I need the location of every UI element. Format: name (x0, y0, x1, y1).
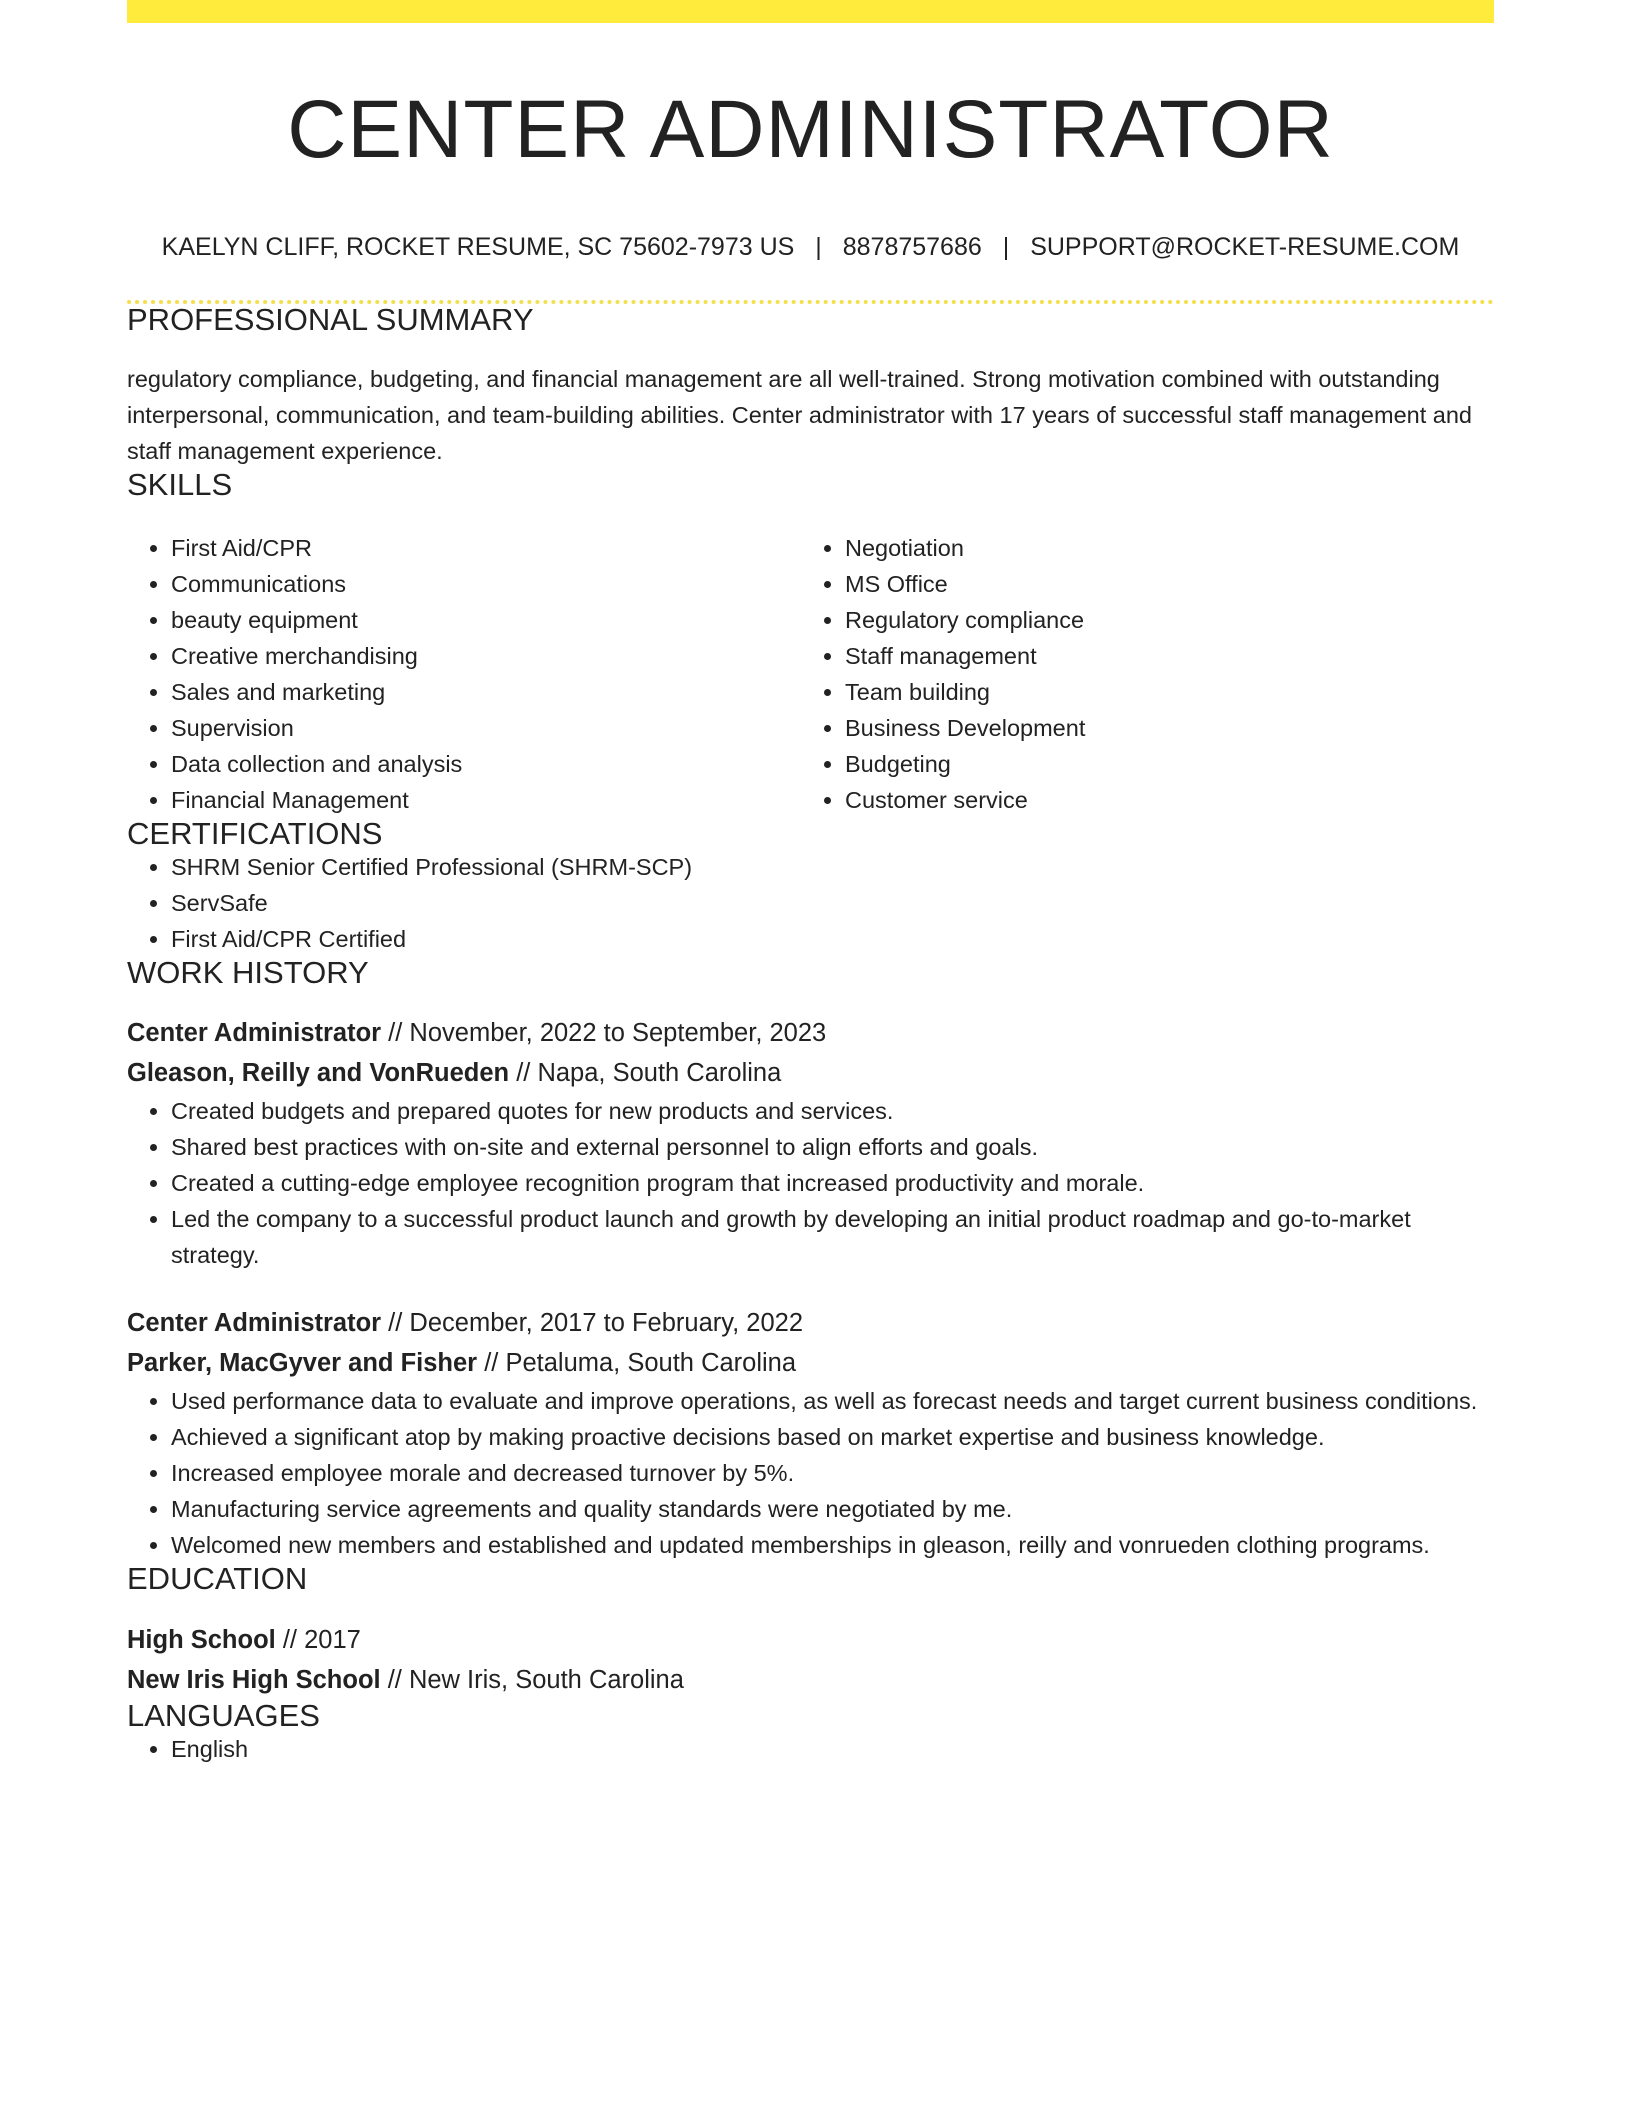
job-location: // Petaluma, South Carolina (477, 1349, 797, 1377)
job-company-line (127, 1053, 1494, 1093)
languages-heading: LANGUAGES (127, 1698, 320, 1733)
job-duties-list (127, 1093, 1494, 1273)
contact-email: SUPPORT@ROCKET-RESUME.COM (1030, 233, 1460, 261)
skills-list-right (801, 530, 1475, 818)
job-company-line (127, 1343, 1494, 1383)
language-item: • English (171, 1731, 1494, 1767)
skill-item: • Staff management (845, 638, 1475, 674)
education-heading: EDUCATION (127, 1561, 308, 1596)
skill-item: • Financial Management (171, 782, 801, 818)
contact-phone: 8878757686 (842, 233, 982, 261)
languages-list (127, 1731, 1494, 1767)
skill-item: • Budgeting (845, 746, 1475, 782)
skill-item: • Team building (845, 674, 1475, 710)
skills-column-left (127, 530, 801, 818)
resume-content (127, 0, 1494, 1767)
job-duty-item: • Welcomed new members and established and updated memberships in gleason, reilly and vonrueden clothing programs. (171, 1527, 1494, 1563)
certification-item: • SHRM Senior Certified Professional (SHRM-SCP) (171, 849, 1494, 885)
resume-title: CENTER ADMINISTRATOR (287, 84, 1334, 175)
contact-separator: | (1002, 233, 1010, 261)
skill-item: • beauty equipment (171, 602, 801, 638)
skill-item: • Communications (171, 566, 801, 602)
job-title-line (127, 1303, 1494, 1343)
job-duties-list (127, 1383, 1494, 1563)
job-duty-item: • Used performance data to evaluate and improve operations, as well as forecast needs and target current business conditions. (171, 1383, 1494, 1419)
job-duty-item: • Led the company to a successful product launch and growth by developing an initial product roadmap and go-to-market strategy. (171, 1201, 1494, 1273)
job-location: // Napa, South Carolina (509, 1059, 782, 1087)
job-duty-item: • Achieved a significant atop by making proactive decisions based on market expertise and business knowledge. (171, 1419, 1494, 1455)
skills-list-left (127, 530, 801, 818)
certifications-heading: CERTIFICATIONS (127, 816, 383, 851)
certification-item: • ServSafe (171, 885, 1494, 921)
job-duty-item: • Created budgets and prepared quotes for new products and services. (171, 1093, 1494, 1129)
summary-heading: PROFESSIONAL SUMMARY (127, 302, 534, 337)
summary-text: regulatory compliance, budgeting, and financial management are all well-trained. Strong motivation combined with outstanding interpersonal, communication, and team-building abilities. Center administrator with 17 years of successful staff management and staff management experience. (127, 366, 1472, 464)
job-dates: // December, 2017 to February, 2022 (381, 1309, 804, 1337)
job-title-line (127, 1013, 1494, 1053)
job-duty-item: • Created a cutting-edge employee recognition program that increased productivity and morale. (171, 1165, 1494, 1201)
skill-item: • Data collection and analysis (171, 746, 801, 782)
education-year: // 2017 (275, 1626, 361, 1654)
job-company: Gleason, Reilly and VonRueden (127, 1059, 510, 1087)
skill-item: • First Aid/CPR (171, 530, 801, 566)
accent-bar (127, 0, 1494, 23)
job-title: Center Administrator (127, 1019, 382, 1047)
education-degree: High School (127, 1626, 276, 1654)
skill-item: • Regulatory compliance (845, 602, 1475, 638)
skill-item: • Creative merchandising (171, 638, 801, 674)
job-dates: // November, 2022 to September, 2023 (381, 1019, 827, 1047)
job-duty-item: • Manufacturing service agreements and quality standards were negotiated by me. (171, 1491, 1494, 1527)
skill-item: • Sales and marketing (171, 674, 801, 710)
skill-item: • Supervision (171, 710, 801, 746)
work-history-heading: WORK HISTORY (127, 955, 369, 990)
certifications-list (127, 849, 1494, 957)
job-title: Center Administrator (127, 1309, 382, 1337)
certification-item: • First Aid/CPR Certified (171, 921, 1494, 957)
skill-item: • MS Office (845, 566, 1475, 602)
skill-item: • Customer service (845, 782, 1475, 818)
contact-line (127, 235, 1494, 260)
skill-item: • Business Development (845, 710, 1475, 746)
contact-separator: | (815, 233, 822, 261)
skills-heading: SKILLS (127, 467, 233, 502)
education-location: // New Iris, South Carolina (380, 1666, 684, 1694)
skills-column-right (801, 530, 1475, 818)
skills-grid (127, 530, 1494, 818)
education-school: New Iris High School (127, 1666, 381, 1694)
education-degree-line (127, 1620, 1494, 1660)
job-duty-item: • Increased employee morale and decreased turnover by 5%. (171, 1455, 1494, 1491)
skill-item: • Negotiation (845, 530, 1475, 566)
job-duty-item: • Shared best practices with on-site and external personnel to align efforts and goals. (171, 1129, 1494, 1165)
education-school-line (127, 1660, 1494, 1700)
contact-address: KAELYN CLIFF, ROCKET RESUME, SC 75602-7973 US (161, 233, 795, 261)
job-company: Parker, MacGyver and Fisher (127, 1349, 478, 1377)
